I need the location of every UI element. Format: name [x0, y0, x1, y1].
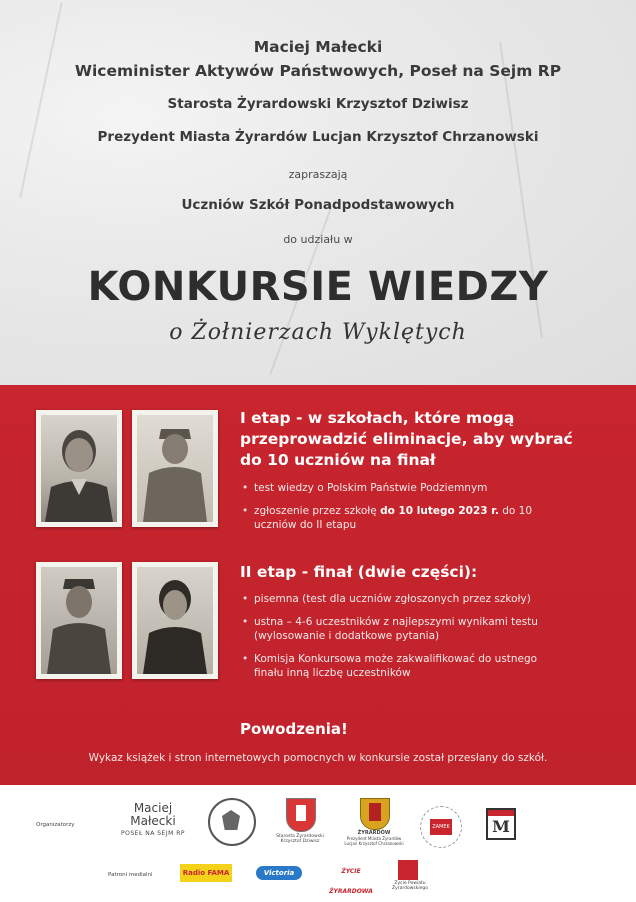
- zyrardow-crest-icon: [360, 798, 390, 830]
- zyrardow-name: ŻYRARDÓW: [357, 830, 391, 836]
- stage2-bullet-1: [240, 592, 538, 606]
- victoria-logo: Victoria: [256, 866, 302, 880]
- starosta-line: Starosta Żyrardowski Krzysztof Dziwisz: [167, 96, 469, 112]
- malecki-name1: Maciej: [133, 801, 173, 815]
- portrait-photo-2: [132, 410, 218, 527]
- audience-text: Uczniów Szkół Ponadpodstawowych: [181, 197, 455, 213]
- invite-text: zapraszają: [288, 168, 348, 181]
- stage1-bullet-2: [240, 504, 573, 532]
- portrait-photo-1: [36, 410, 122, 527]
- radio-fama-logo: Radio FAMA: [180, 864, 232, 882]
- zamek-logo: [420, 806, 462, 848]
- m-logo-icon: M: [486, 808, 516, 840]
- organizers-label: Organizatorzy: [36, 822, 75, 828]
- resources-note: Wykaz książek i stron internetowych pomocnych w konkursie został przesłany do szkół.: [88, 752, 548, 764]
- stage2-bullet-2-line1: ustna – 4-6 uczestników z najlepszymi wynikami testu: [254, 616, 538, 628]
- malecki-name2: Małecki: [130, 814, 176, 828]
- stage1-title-line1: I etap - w szkołach, które mogą: [240, 409, 515, 427]
- stage2-title: II etap - finał (dwie części):: [240, 563, 478, 581]
- stage2-bullet-1-text: pisemna (test dla uczniów zgłoszonych przez szkoły): [254, 593, 531, 605]
- zamek-label: ZAMEK: [430, 819, 452, 835]
- starostwo-crest-icon: [286, 798, 316, 832]
- stage2-bullet-3: [240, 652, 538, 680]
- stage1-block: [240, 408, 573, 532]
- media-label: Patroni medialni: [108, 872, 153, 878]
- malecki-logo: [108, 802, 198, 837]
- stage1-bullet-2-post: do 10: [498, 505, 533, 517]
- stage2-block: [240, 562, 538, 680]
- page-title: KONKURSIE WIEDZY: [87, 264, 549, 310]
- zyrardow-sub: Prezydent Miasta Żyrardów Lucjan Krzysztof Chrzanowski: [344, 836, 404, 846]
- stage1-bullet-1-text: test wiedzy o Polskim Państwie Podziemnym: [254, 482, 488, 494]
- participation-text: do udziału w: [283, 233, 353, 246]
- zycie-powiatu-icon: [398, 860, 418, 880]
- stage2-bullet-3-line2: finału inną liczbę uczestników: [254, 667, 411, 679]
- stage1-bullet-1: [240, 481, 573, 495]
- page-subtitle: o Żołnierzach Wyklętych: [169, 320, 467, 345]
- zyrardow-logo-text: [340, 830, 408, 846]
- stage1-title-line2: przeprowadzić eliminacje, aby wybrać: [240, 430, 573, 448]
- organizer-name: Maciej Małecki: [253, 38, 383, 56]
- portrait-photo-4: [132, 562, 218, 679]
- zycie-zyrardowa-logo: ŻYCIE ŻYRARDOWA: [329, 868, 373, 895]
- seal-icon: [208, 798, 256, 846]
- stage1-title-line3: do 10 uczniów na finał: [240, 451, 436, 469]
- portrait-photo-3: [36, 562, 122, 679]
- stage2-bullet-2: [240, 615, 538, 643]
- malecki-role: POSEŁ NA SEJM RP: [121, 830, 185, 837]
- good-luck-text: Powodzenia!: [240, 720, 348, 738]
- organizer-role: Wiceminister Aktywów Państwowych, Poseł na Sejm RP: [74, 62, 562, 80]
- stage2-bullet-3-line1: Komisja Konkursowa może zakwalifikować do ustnego: [254, 653, 538, 665]
- stage1-bullet-2-line2: uczniów do II etapu: [254, 519, 357, 531]
- registration-deadline: do 10 lutego 2023 r.: [380, 505, 499, 517]
- mayor-line: Prezydent Miasta Żyrardów Lucjan Krzysztof Chrzanowski: [97, 129, 539, 145]
- zycie-powiatu-label: Życie Powiatu Żyrardowskiego: [392, 881, 428, 891]
- stage1-bullet-2-pre: zgłoszenie przez szkołę: [254, 505, 381, 517]
- stage2-bullet-2-line2: (wylosowanie i dodatkowe pytania): [254, 630, 440, 642]
- starostwo-label: Starosta Żyrardowski Krzysztof Dziwisz: [276, 834, 324, 844]
